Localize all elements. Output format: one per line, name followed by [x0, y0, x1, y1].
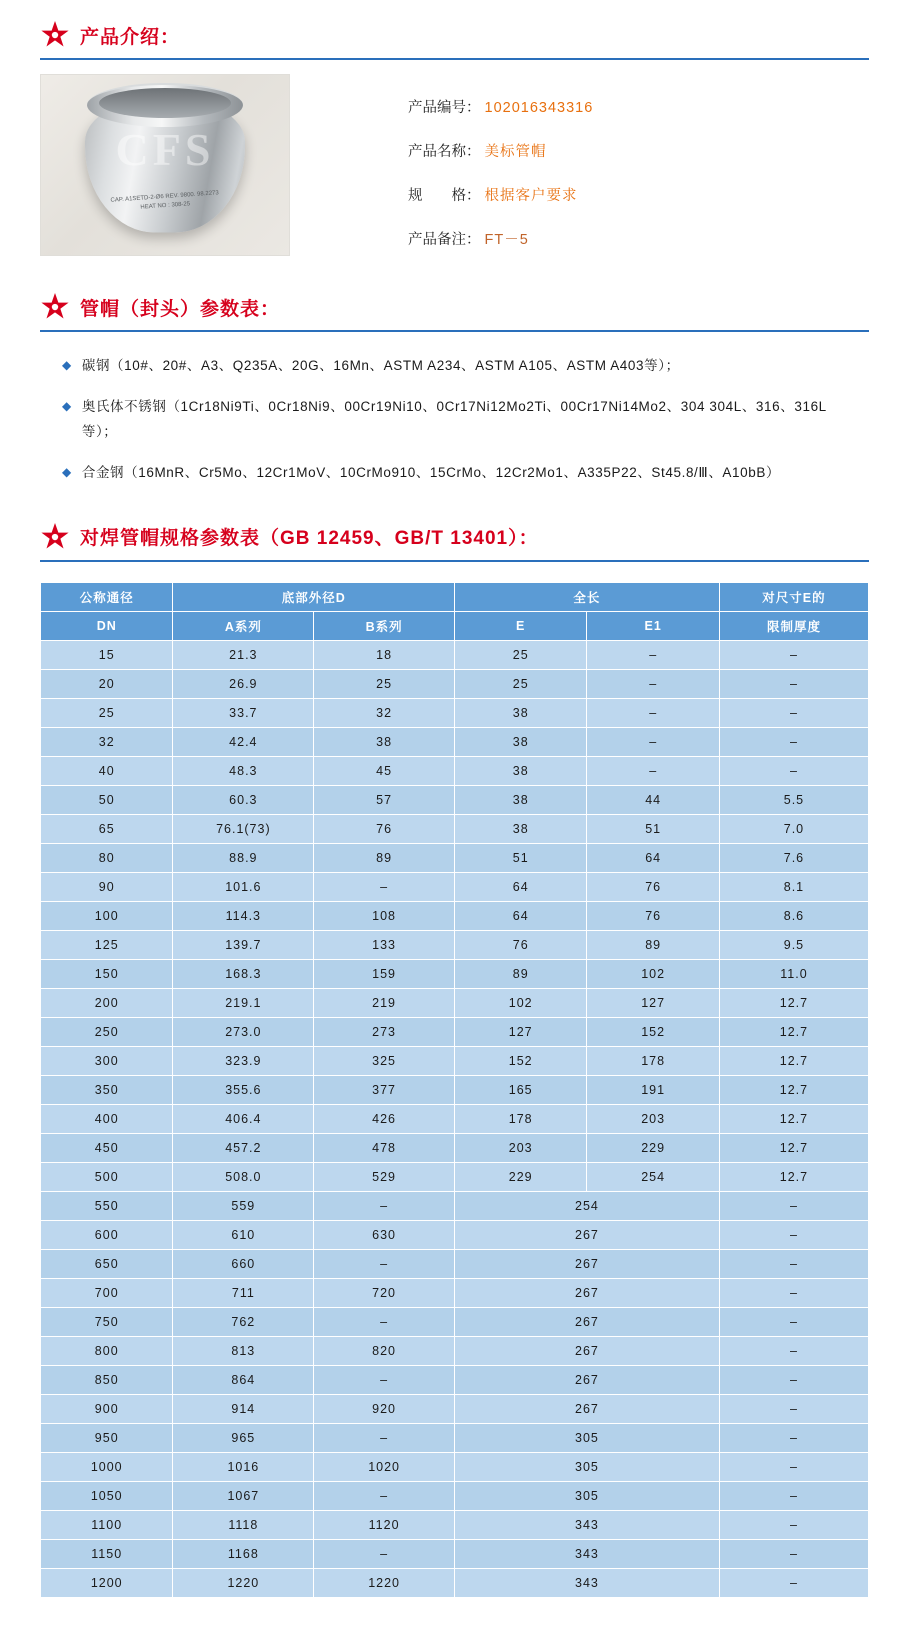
th-series-b: B系列 [314, 611, 455, 640]
cell-length-e1: 64 [587, 843, 719, 872]
list-item [62, 354, 869, 379]
cell-series-a: 1016 [173, 1452, 314, 1481]
cell-series-a: 101.6 [173, 872, 314, 901]
cell-length-e: 102 [454, 988, 586, 1017]
th-series-a: A系列 [173, 611, 314, 640]
cell-series-b: 38 [314, 727, 455, 756]
th-thickness-limit: 限制厚度 [719, 611, 868, 640]
table-row [41, 872, 869, 901]
cell-dn: 650 [41, 1249, 173, 1278]
spec-value-note: FT－5 [484, 232, 529, 248]
cell-dn: 600 [41, 1220, 173, 1249]
cell-series-a: 355.6 [173, 1075, 314, 1104]
cell-series-a: 965 [173, 1423, 314, 1452]
section-header-product-intro [40, 0, 909, 50]
cell-dn: 1050 [41, 1481, 173, 1510]
cell-series-a: 139.7 [173, 930, 314, 959]
cell-series-b: 529 [314, 1162, 455, 1191]
cell-series-a: 813 [173, 1336, 314, 1365]
cell-length-e1: 152 [587, 1017, 719, 1046]
cell-thickness-limit: 7.0 [719, 814, 868, 843]
cell-series-b: 45 [314, 756, 455, 785]
cell-length-e: 38 [454, 698, 586, 727]
cell-dn: 350 [41, 1075, 173, 1104]
th-e1: E1 [587, 611, 719, 640]
divider-rule-1 [40, 58, 869, 60]
table-row [41, 1104, 869, 1133]
cell-series-a: 1220 [173, 1568, 314, 1597]
cell-length-e: 267 [454, 1336, 719, 1365]
list-item [62, 395, 869, 445]
cell-dn: 850 [41, 1365, 173, 1394]
table-row [41, 1452, 869, 1481]
cell-length-e1: 51 [587, 814, 719, 843]
cell-thickness-limit: 12.7 [719, 988, 868, 1017]
table-row [41, 1394, 869, 1423]
cell-series-a: 26.9 [173, 669, 314, 698]
product-intro-block [40, 74, 869, 272]
cell-thickness-limit: – [719, 1568, 868, 1597]
spec-label-name: 产品名称： [408, 144, 481, 160]
table-row [41, 785, 869, 814]
cell-series-b: 18 [314, 640, 455, 669]
cell-length-e: 343 [454, 1539, 719, 1568]
table-row [41, 1017, 869, 1046]
cell-series-a: 762 [173, 1307, 314, 1336]
diamond-bullet-icon: ◆ [62, 398, 72, 413]
cell-thickness-limit: – [719, 1307, 868, 1336]
cell-thickness-limit: 5.5 [719, 785, 868, 814]
cell-length-e: 25 [454, 669, 586, 698]
cell-length-e: 305 [454, 1481, 719, 1510]
cell-thickness-limit: 12.7 [719, 1104, 868, 1133]
cell-dn: 700 [41, 1278, 173, 1307]
image-watermark: CFS [115, 124, 215, 175]
cell-thickness-limit: – [719, 1249, 868, 1278]
cell-thickness-limit: – [719, 1394, 868, 1423]
cell-series-b: 32 [314, 698, 455, 727]
cell-dn: 15 [41, 640, 173, 669]
cell-length-e: 305 [454, 1423, 719, 1452]
cell-length-e1: – [587, 640, 719, 669]
cell-length-e1: 191 [587, 1075, 719, 1104]
cell-length-e: 267 [454, 1394, 719, 1423]
cell-length-e: 38 [454, 756, 586, 785]
cell-series-b: 1220 [314, 1568, 455, 1597]
cell-length-e1: 254 [587, 1162, 719, 1191]
divider-rule-2 [40, 330, 869, 332]
table-row [41, 988, 869, 1017]
divider-rule-3 [40, 560, 869, 562]
table-row [41, 1249, 869, 1278]
cell-length-e1: – [587, 669, 719, 698]
cell-series-a: 610 [173, 1220, 314, 1249]
cell-series-a: 33.7 [173, 698, 314, 727]
cell-series-b: 478 [314, 1133, 455, 1162]
table-row [41, 1191, 869, 1220]
cell-series-b: – [314, 1539, 455, 1568]
cell-thickness-limit: 12.7 [719, 1046, 868, 1075]
cell-series-a: 42.4 [173, 727, 314, 756]
cell-series-b: 325 [314, 1046, 455, 1075]
cell-dn: 750 [41, 1307, 173, 1336]
cell-series-a: 406.4 [173, 1104, 314, 1133]
diamond-bullet-icon: ◆ [62, 358, 72, 372]
cell-dn: 100 [41, 901, 173, 930]
cell-series-b: – [314, 1365, 455, 1394]
cell-series-b: 720 [314, 1278, 455, 1307]
table-row [41, 1133, 869, 1162]
th-e: E [454, 611, 586, 640]
cell-thickness-limit: 8.6 [719, 901, 868, 930]
cell-series-a: 88.9 [173, 843, 314, 872]
table-row [41, 1307, 869, 1336]
spec-label-note: 产品备注： [408, 232, 481, 248]
table-row [41, 756, 869, 785]
spec-row-note [408, 228, 593, 249]
cell-dn: 50 [41, 785, 173, 814]
cell-series-a: 323.9 [173, 1046, 314, 1075]
section-title-cap-parameters: 管帽（封头）参数表： [80, 298, 281, 320]
cell-length-e: 38 [454, 727, 586, 756]
cell-thickness-limit: – [719, 1481, 868, 1510]
table-row [41, 1539, 869, 1568]
cell-series-b: 25 [314, 669, 455, 698]
cell-thickness-limit: – [719, 1423, 868, 1452]
table-row [41, 1162, 869, 1191]
cell-length-e: 229 [454, 1162, 586, 1191]
table-row [41, 1481, 869, 1510]
spec-table [40, 582, 869, 1598]
cell-dn: 80 [41, 843, 173, 872]
table-row [41, 901, 869, 930]
cell-length-e1: – [587, 756, 719, 785]
table-row [41, 1278, 869, 1307]
cell-series-a: 711 [173, 1278, 314, 1307]
cell-dn: 1150 [41, 1539, 173, 1568]
table-row [41, 1075, 869, 1104]
cell-length-e: 127 [454, 1017, 586, 1046]
th-dn: DN [41, 611, 173, 640]
cell-dn: 65 [41, 814, 173, 843]
cell-series-a: 864 [173, 1365, 314, 1394]
table-row [41, 1423, 869, 1452]
cell-length-e: 89 [454, 959, 586, 988]
table-row [41, 1220, 869, 1249]
cell-dn: 1200 [41, 1568, 173, 1597]
table-row [41, 698, 869, 727]
spec-row-size [408, 184, 593, 205]
cell-series-b: – [314, 1307, 455, 1336]
material-carbon-steel: 碳钢（10#、20#、A3、Q235A、20G、16Mn、ASTM A234、ASTM A105、ASTM A403等）； [81, 358, 680, 373]
cell-series-a: 1168 [173, 1539, 314, 1568]
star-icon [40, 522, 70, 552]
cell-length-e1: 102 [587, 959, 719, 988]
cell-series-a: 1067 [173, 1481, 314, 1510]
table-row [41, 1365, 869, 1394]
cell-series-b: 219 [314, 988, 455, 1017]
cell-thickness-limit: 7.6 [719, 843, 868, 872]
cell-series-b: 76 [314, 814, 455, 843]
table-row [41, 959, 869, 988]
cell-dn: 950 [41, 1423, 173, 1452]
table-row [41, 727, 869, 756]
cell-thickness-limit: – [719, 756, 868, 785]
cell-thickness-limit: 11.0 [719, 959, 868, 988]
cell-series-b: – [314, 872, 455, 901]
spec-label-code: 产品编号： [408, 100, 481, 116]
table-row [41, 930, 869, 959]
cell-length-e: 25 [454, 640, 586, 669]
cell-dn: 400 [41, 1104, 173, 1133]
star-icon [40, 20, 70, 50]
cell-length-e: 267 [454, 1307, 719, 1336]
cell-series-b: 377 [314, 1075, 455, 1104]
cell-length-e: 267 [454, 1220, 719, 1249]
material-alloy-steel: 合金钢（16MnR、Cr5Mo、12Cr1MoV、10CrMo910、15CrMo、12Cr2Mo1、A335P22、St45.8/Ⅲ、A10bB） [81, 464, 781, 480]
cell-length-e: 51 [454, 843, 586, 872]
cell-dn: 450 [41, 1133, 173, 1162]
cell-dn: 40 [41, 756, 173, 785]
cell-length-e: 76 [454, 930, 586, 959]
table-header-row-2 [41, 611, 869, 640]
cell-dn: 150 [41, 959, 173, 988]
cell-length-e: 64 [454, 901, 586, 930]
cell-series-a: 1118 [173, 1510, 314, 1539]
table-body [41, 640, 869, 1597]
cell-thickness-limit: 8.1 [719, 872, 868, 901]
cell-series-a: 559 [173, 1191, 314, 1220]
cell-dn: 900 [41, 1394, 173, 1423]
table-header-row-1 [41, 582, 869, 611]
cell-series-b: 89 [314, 843, 455, 872]
cell-thickness-limit: – [719, 1365, 868, 1394]
table-row [41, 814, 869, 843]
cell-thickness-limit: 9.5 [719, 930, 868, 959]
spec-value-name: 美标管帽 [484, 144, 547, 160]
cell-series-b: 273 [314, 1017, 455, 1046]
cell-series-b: 57 [314, 785, 455, 814]
cell-thickness-limit: – [719, 1452, 868, 1481]
spec-value-code: 102016343316 [484, 100, 594, 116]
cell-dn: 25 [41, 698, 173, 727]
cell-series-b: 820 [314, 1336, 455, 1365]
cell-thickness-limit: – [719, 669, 868, 698]
cell-length-e1: 127 [587, 988, 719, 1017]
cell-length-e: 152 [454, 1046, 586, 1075]
cell-series-a: 168.3 [173, 959, 314, 988]
table-head [41, 582, 869, 640]
cell-length-e1: 178 [587, 1046, 719, 1075]
th-nominal-diameter: 公称通径 [41, 582, 173, 611]
cell-series-a: 508.0 [173, 1162, 314, 1191]
cell-thickness-limit: – [719, 698, 868, 727]
star-icon [40, 292, 70, 322]
cell-length-e1: 229 [587, 1133, 719, 1162]
cell-series-a: 21.3 [173, 640, 314, 669]
cell-length-e: 267 [454, 1365, 719, 1394]
cell-dn: 800 [41, 1336, 173, 1365]
spec-value-size: 根据客户要求 [484, 188, 578, 204]
cell-series-a: 114.3 [173, 901, 314, 930]
cell-thickness-limit: – [719, 1220, 868, 1249]
material-austenitic-stainless: 奥氏体不锈钢（1Cr18Ni9Ti、0Cr18Ni9、00Cr19Ni10、0Cr17Ni12Mo2Ti、00Cr17Ni14Mo2、304 304L、316、316L等）； [81, 398, 827, 439]
product-stamp-text: CAP. A1SETD-2-Ø6 REV. 9800. 98.2273 HEAT NO : 308-25 [110, 190, 219, 211]
cell-series-b: 630 [314, 1220, 455, 1249]
cell-series-a: 457.2 [173, 1133, 314, 1162]
cell-series-b: – [314, 1191, 455, 1220]
cell-length-e: 267 [454, 1278, 719, 1307]
section-title-product-intro: 产品介绍： [80, 26, 181, 48]
table-row [41, 1336, 869, 1365]
cell-dn: 300 [41, 1046, 173, 1075]
cell-series-a: 660 [173, 1249, 314, 1278]
spec-row-code [408, 96, 593, 117]
spec-row-name [408, 140, 593, 161]
cell-length-e1: 44 [587, 785, 719, 814]
table-row [41, 843, 869, 872]
cell-length-e: 38 [454, 814, 586, 843]
cell-dn: 500 [41, 1162, 173, 1191]
cell-length-e: 305 [454, 1452, 719, 1481]
cell-dn: 200 [41, 988, 173, 1017]
cell-thickness-limit: 12.7 [719, 1075, 868, 1104]
cell-thickness-limit: – [719, 1510, 868, 1539]
cell-thickness-limit: 12.7 [719, 1017, 868, 1046]
section-header-butt-weld-cap-table [40, 502, 909, 552]
cell-series-b: 133 [314, 930, 455, 959]
cell-thickness-limit: – [719, 727, 868, 756]
cell-series-b: – [314, 1481, 455, 1510]
cell-length-e: 203 [454, 1133, 586, 1162]
cell-dn: 20 [41, 669, 173, 698]
cell-thickness-limit: – [719, 1539, 868, 1568]
cell-thickness-limit: – [719, 640, 868, 669]
cell-series-b: – [314, 1423, 455, 1452]
pipe-cap-inner [99, 88, 231, 118]
th-bottom-outer-diameter: 底部外径D [173, 582, 455, 611]
cell-series-a: 60.3 [173, 785, 314, 814]
diamond-bullet-icon: ◆ [62, 464, 72, 479]
cell-series-b: 108 [314, 901, 455, 930]
cell-thickness-limit: 12.7 [719, 1133, 868, 1162]
cell-length-e: 343 [454, 1568, 719, 1597]
th-thickness-limit-top: 对尺寸E的 [719, 582, 868, 611]
cell-series-a: 76.1(73) [173, 814, 314, 843]
cell-dn: 1000 [41, 1452, 173, 1481]
cell-length-e1: – [587, 698, 719, 727]
table-row [41, 669, 869, 698]
cell-length-e: 38 [454, 785, 586, 814]
cell-series-a: 273.0 [173, 1017, 314, 1046]
section-header-cap-parameters [40, 272, 909, 322]
cell-series-b: 1020 [314, 1452, 455, 1481]
cell-length-e: 64 [454, 872, 586, 901]
cell-dn: 90 [41, 872, 173, 901]
cell-dn: 32 [41, 727, 173, 756]
list-item [62, 461, 869, 486]
spec-label-size: 规 格： [408, 188, 481, 204]
product-image [40, 74, 290, 256]
spec-table-wrapper [40, 582, 869, 1598]
cell-length-e: 178 [454, 1104, 586, 1133]
cell-series-b: 426 [314, 1104, 455, 1133]
table-row [41, 640, 869, 669]
cell-series-a: 48.3 [173, 756, 314, 785]
cell-series-b: 920 [314, 1394, 455, 1423]
cell-series-a: 219.1 [173, 988, 314, 1017]
product-spec-list [408, 74, 593, 272]
table-row [41, 1568, 869, 1597]
cell-length-e1: – [587, 727, 719, 756]
material-list [62, 354, 869, 486]
cell-length-e: 343 [454, 1510, 719, 1539]
cell-length-e1: 76 [587, 901, 719, 930]
cell-series-b: – [314, 1249, 455, 1278]
cell-series-a: 914 [173, 1394, 314, 1423]
cell-dn: 250 [41, 1017, 173, 1046]
cell-dn: 550 [41, 1191, 173, 1220]
cell-thickness-limit: – [719, 1336, 868, 1365]
table-row [41, 1046, 869, 1075]
cell-length-e1: 76 [587, 872, 719, 901]
cell-length-e: 254 [454, 1191, 719, 1220]
cell-series-b: 1120 [314, 1510, 455, 1539]
cell-length-e: 267 [454, 1249, 719, 1278]
cell-length-e1: 203 [587, 1104, 719, 1133]
cell-thickness-limit: 12.7 [719, 1162, 868, 1191]
cell-length-e: 165 [454, 1075, 586, 1104]
cell-thickness-limit: – [719, 1278, 868, 1307]
section-title-butt-weld-cap-table: 对焊管帽规格参数表（GB 12459、GB/T 13401）： [80, 528, 539, 550]
cell-dn: 1100 [41, 1510, 173, 1539]
th-total-length: 全长 [454, 582, 719, 611]
cell-thickness-limit: – [719, 1191, 868, 1220]
cell-length-e1: 89 [587, 930, 719, 959]
table-row [41, 1510, 869, 1539]
cell-series-b: 159 [314, 959, 455, 988]
cell-dn: 125 [41, 930, 173, 959]
